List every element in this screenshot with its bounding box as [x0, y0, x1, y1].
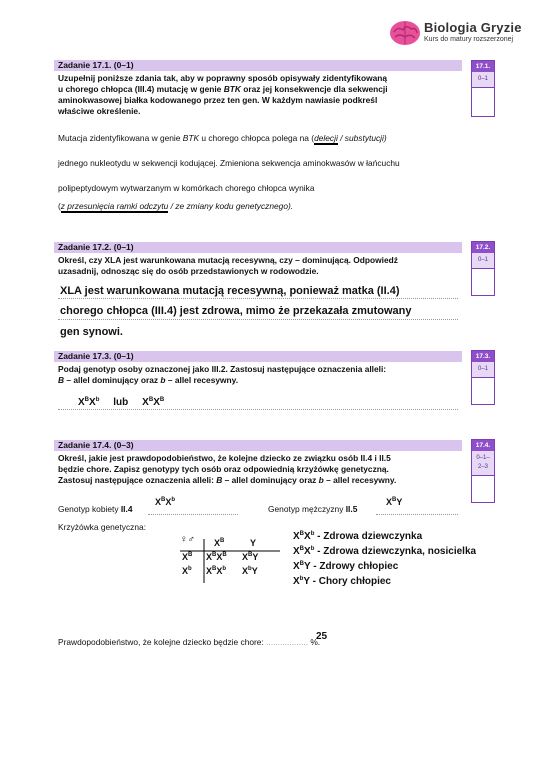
points: 0–1: [472, 362, 494, 378]
text: b: [318, 475, 324, 485]
task-17-4-instructions: [58, 453, 458, 486]
task-17-3-header: Zadanie 17.3. (0–1): [54, 351, 462, 362]
cell-2-2: $X^bY$: [242, 566, 258, 576]
g: B: [159, 397, 165, 403]
legend-text: b: [310, 531, 315, 537]
legend-row: [293, 531, 422, 542]
task-17-2-score-box: [471, 241, 495, 296]
instr-line: aminokwasowej białka kodowanego przez ten gen. W każdym nawiasie podkreśl: [58, 95, 378, 105]
text: %.: [308, 637, 321, 647]
instr-line: Określ, czy XLA jest warunkowana mutacją recesywną, czy – dominującą. Odpowiedź: [58, 255, 398, 265]
task-number: 17.4.: [472, 440, 494, 451]
legend-text: B: [299, 546, 305, 552]
text: – allel dominujący oraz: [64, 375, 161, 385]
g: X: [78, 397, 85, 408]
answer-dots: [58, 319, 458, 320]
sentence-4: [58, 201, 293, 212]
legend-text: X: [293, 546, 300, 557]
g: X: [165, 497, 172, 507]
answer-dots: [58, 298, 458, 299]
legend-text: b: [310, 546, 315, 552]
score-field[interactable]: [472, 88, 494, 116]
dots: [376, 514, 458, 515]
g: X: [155, 497, 162, 507]
sentence-3: polipeptydowym wytwarzanym w komórkach chorego chłopca wynika: [58, 183, 315, 193]
legend-text: - Zdrowa dziewczynka: [314, 531, 423, 542]
text: – allel recesywny.: [323, 475, 397, 485]
female-gamete-2: $X^b$: [182, 566, 192, 576]
points-line: 0–1–: [476, 455, 490, 461]
g: b: [171, 497, 176, 503]
legend-text: B: [299, 561, 305, 567]
text: Zastosuj następujące oznaczenia alleli:: [58, 475, 217, 485]
text: u chorego chłopca polega na (: [199, 133, 315, 143]
task-17-4-score-box: [471, 439, 495, 503]
text: Mutacja zidentyfikowana w genie: [58, 133, 183, 143]
instr-line: [58, 375, 458, 386]
g: X: [89, 397, 96, 408]
points: 0–1: [472, 72, 494, 88]
punnett-square: [180, 534, 280, 583]
male-icon: ♂: [187, 534, 195, 545]
probability-value: 25: [316, 631, 328, 642]
text: Genotyp kobiety: [58, 504, 121, 514]
task-17-3-score-box: [471, 350, 495, 405]
g: B: [148, 397, 154, 403]
score-field[interactable]: [472, 476, 494, 502]
g: X: [386, 497, 393, 507]
instr-line: [58, 84, 458, 95]
g: X: [153, 397, 160, 408]
instr-line: Podaj genotyp osoby oznaczonej jako III.2. Zastosuj następujące oznaczenia alleli:: [58, 364, 387, 374]
instr-line: Określ, jakie jest prawdopodobieństwo, że kolejne dziecko ze związku osób II.4 i II.5: [58, 453, 391, 463]
legend-text: X: [293, 561, 300, 572]
instr-line: uzasadnij, odnosząc się do osób przedstawionych w rodowodzie.: [58, 266, 319, 276]
or-word: lub: [113, 397, 129, 408]
text: B: [216, 475, 223, 485]
brand-name: Biologia Gryzie: [424, 20, 522, 35]
legend-text: Y: [304, 561, 311, 572]
legend-row: [293, 561, 398, 572]
brand-tagline: Kurs do matury rozszerzonej: [424, 36, 514, 43]
instr-line: będzie chore. Zapisz genotypy tych osób oraz odpowiednią krzyżówkę genetyczną.: [58, 464, 389, 474]
genotype-female-label: [58, 504, 133, 514]
task-17-4-header: Zadanie 17.4. (0–3): [54, 440, 462, 451]
dots: [148, 514, 238, 515]
legend-text: X: [304, 546, 311, 557]
instr-line: właściwe określenie.: [58, 106, 141, 116]
score-field[interactable]: [472, 269, 494, 295]
score-field[interactable]: [472, 378, 494, 404]
legend-text: - Zdrowy chłopiec: [310, 561, 399, 572]
brain-icon: [388, 18, 422, 48]
genotype-female-value: [155, 497, 175, 507]
answer-genotype: [78, 397, 164, 408]
g: Y: [396, 497, 403, 507]
task-17-3-instructions: [58, 364, 458, 386]
task-number: 17.3.: [472, 351, 494, 362]
dots: ..................: [266, 637, 308, 647]
task-17-1-score-box: [471, 60, 495, 117]
legend-text: X: [293, 576, 300, 587]
g: B: [392, 497, 397, 503]
answer-line-2: chorego chłopca (III.4) jest zdrowa, mimo że przekazała zmutowany: [60, 305, 412, 317]
cell-1-2: $X^BY$: [242, 552, 259, 562]
option-frameshift[interactable]: z przesunięcia ramki odczytu: [60, 201, 169, 211]
answer-line-3: gen synowi.: [60, 326, 123, 338]
option-code-change[interactable]: / ze zmiany kodu genetycznego).: [168, 201, 294, 211]
logo: [388, 18, 548, 52]
cross-label: Krzyżówka genetyczna:: [58, 522, 146, 532]
g: b: [95, 397, 100, 403]
instr-line: Uzupełnij poniższe zdania tak, aby w poprawny sposób opisywały zidentyfikowaną: [58, 73, 388, 83]
task-number: 17.2.: [472, 242, 494, 253]
punnett-lines: [180, 537, 280, 583]
legend-text: Y: [303, 576, 310, 587]
text: – allel dominujący oraz: [222, 475, 319, 485]
instr-line: [58, 475, 458, 486]
cell-2-1: $X^BX^b$: [206, 566, 227, 576]
option-substytucji[interactable]: / substytucji): [337, 133, 387, 143]
female-gamete-1: $X^B$: [182, 552, 193, 562]
male-gamete-2: Y: [250, 538, 257, 548]
g: B: [161, 497, 166, 503]
text: Prawdopodobieństwo, że kolejne dziecko będzie chore:: [58, 637, 267, 647]
cell-1-1: $X^BX^B$: [206, 552, 227, 562]
text: BTK: [182, 133, 200, 143]
task-17-2-instructions: [58, 255, 458, 277]
instr-part: BTK: [223, 84, 241, 94]
legend-text: - Chory chłopiec: [309, 576, 391, 587]
answer-line-1: XLA jest warunkowana mutacją recesywną, ponieważ matka (II.4): [60, 285, 400, 297]
task-number: 17.1.: [472, 61, 494, 72]
female-icon: ♀: [180, 534, 188, 545]
sentence-1: [58, 133, 387, 144]
task-17-2-header: Zadanie 17.2. (0–1): [54, 242, 462, 253]
legend-text: b: [299, 576, 304, 582]
points-line: 2–3: [477, 464, 488, 470]
option-delecji[interactable]: delecji: [314, 133, 338, 143]
task-17-1-instructions: [58, 73, 458, 117]
legend-text: X: [293, 531, 300, 542]
genotype-male-label: [268, 504, 357, 514]
task-17-1-header: Zadanie 17.1. (0–1): [54, 60, 462, 71]
text: B: [58, 375, 65, 385]
probability-line: [58, 637, 320, 647]
legend-text: X: [304, 531, 311, 542]
g: B: [84, 397, 90, 403]
text: Genotyp mężczyzny: [268, 504, 346, 514]
legend-text: - Zdrowa dziewczynka, nosicielka: [314, 546, 477, 557]
sentence-2: jednego nukleotydu w sekwencji kodującej. Zmieniona sekwencja aminokwasów w łańcuchu: [58, 158, 400, 168]
text: – allel recesywny.: [165, 375, 239, 385]
legend-row: [293, 576, 391, 587]
answer-dots: [58, 409, 458, 410]
text: b: [160, 375, 166, 385]
instr-part: u chorego chłopca (III.4) mutację w genie: [58, 84, 224, 94]
g: X: [142, 397, 149, 408]
male-gamete-1: $X^B$: [214, 538, 225, 548]
text: II.5: [345, 504, 358, 514]
instr-part: oraz jej konsekwencje dla sekwencji: [240, 84, 388, 94]
points: 0–1: [472, 253, 494, 269]
points: [472, 451, 494, 476]
legend-text: B: [299, 531, 305, 537]
female-symbol: [180, 534, 195, 545]
text: II.4: [120, 504, 133, 514]
genotype-male-value: [386, 497, 402, 507]
legend-row: [293, 546, 476, 557]
text: (: [58, 201, 61, 211]
